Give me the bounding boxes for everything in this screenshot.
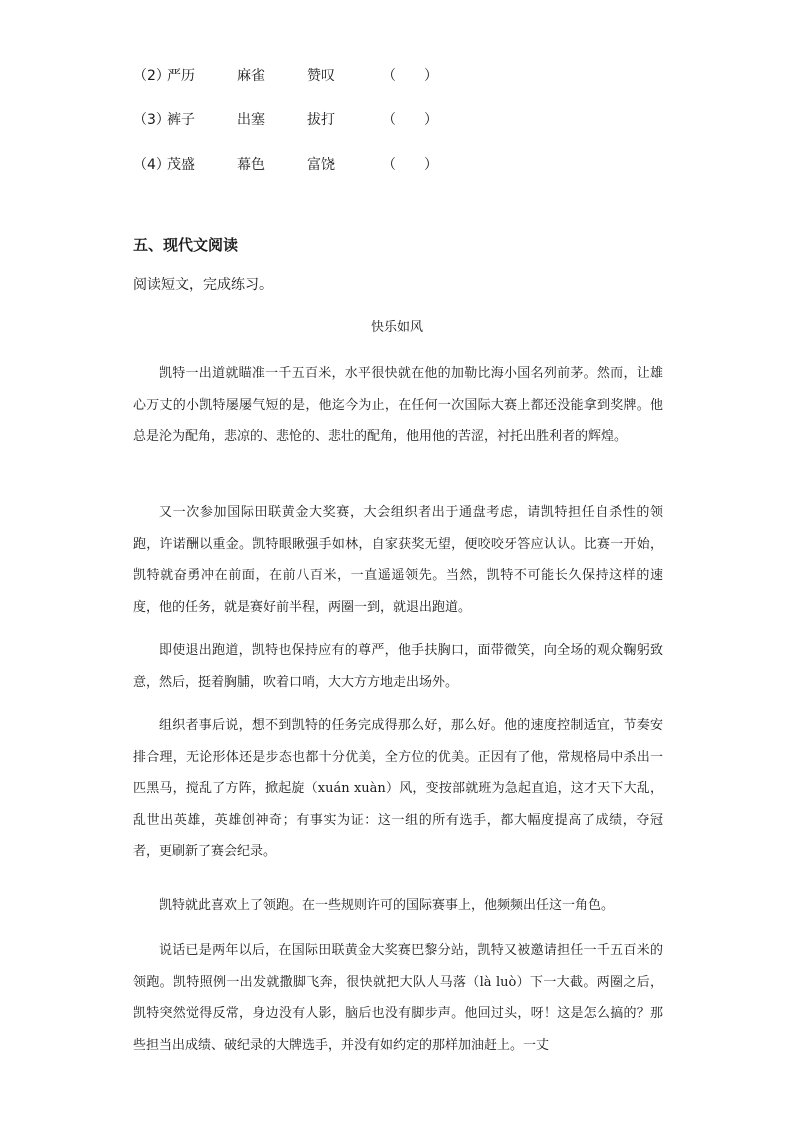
word-option: 幕色 [237, 157, 265, 173]
article-paragraph-5: 凯特就此喜欢上了领跑。在一些规则许可的国际赛事上，他频频出任这一角色。 [159, 898, 615, 913]
article-paragraph-3: 即使退出跑道，凯特也保持应有的尊严，他手扶胸口，面带微笑，向全场的观众鞠躬致意，然后，挺着胸脯，吹着口哨，大大方方地走出场外。 [133, 643, 663, 690]
answer-blank[interactable]: （ ） [382, 157, 438, 173]
answer-blank[interactable]: （ ） [382, 112, 438, 128]
instruction-text: 阅读短文，完成练习。 [133, 277, 273, 293]
word-option: 裤子 [167, 112, 195, 128]
question-number: （4） [133, 157, 170, 173]
word-option: 严历 [167, 68, 195, 84]
question-number: （3） [133, 112, 170, 128]
word-option: 茂盛 [167, 157, 195, 173]
article-paragraph-1: 凯特一出道就瞄准一千五百米，水平很快就在他的加勒比海小国名列前茅。然而，让雄心万丈的小凯特屡屡气短的是，他迄今为止，在任何一次国际大赛上都还没能拿到奖牌。他总是沦为配角，悲凉的、悲怆的、悲壮的配角，他用他的苦涩，衬托出胜利者的辉煌。 [133, 366, 663, 444]
article-paragraph-4: 组织者事后说，想不到凯特的任务完成得那么好，那么好。他的速度控制适宜，节奏安排合理，无论形体还是步态也都十分优美，全方位的优美。正因有了他，常规格局中杀出一匹黑马，搅乱了方阵，掀起旋（xuán xuàn）风，变按部就班为急起直追，这才天下大乱，乱世出英雄，英雄创神奇；有事实为证：这一组的所有选手，都大幅度提高了成绩，夺冠者，更刷新了赛会纪录。 [133, 718, 663, 859]
question-number: （2） [133, 68, 170, 84]
word-option: 麻雀 [237, 68, 265, 84]
article-paragraph-6: 说话已是两年以后，在国际田联黄金大奖赛巴黎分站，凯特又被邀请担任一千五百米的领跑。凯特照例一出发就撒脚飞奔，很快就把大队人马落（là luò）下一大截。两圈之后，凯特突然觉得反常，身边没有人影，脑后也没有脚步声。他回过头，呀！这是怎么搞的？那些担当出成绩、破纪录的大牌选手，并没有如约定的那样加油赶上。一丈 [133, 943, 663, 1053]
answer-blank[interactable]: （ ） [382, 68, 438, 84]
word-option: 出塞 [237, 112, 265, 128]
word-option: 富饶 [307, 157, 335, 173]
section-title: 五、现代文阅读 [133, 236, 239, 254]
article-title: 快乐如风 [370, 320, 423, 335]
article-paragraph-2: 又一次参加国际田联黄金大奖赛，大会组织者出于通盘考虑，请凯特担任自杀性的领跑，许诺酬以重金。凯特眼瞅强手如林，自家获奖无望，便咬咬牙答应认认。比赛一开始，凯特就奋勇冲在前面，在前八百米，一直遥遥领先。当然，凯特不可能长久保持这样的速度，他的任务，就是赛好前半程，两圈一到，就退出跑道。 [133, 505, 663, 615]
word-option: 拔打 [307, 112, 335, 128]
word-option: 赞叹 [307, 68, 335, 84]
